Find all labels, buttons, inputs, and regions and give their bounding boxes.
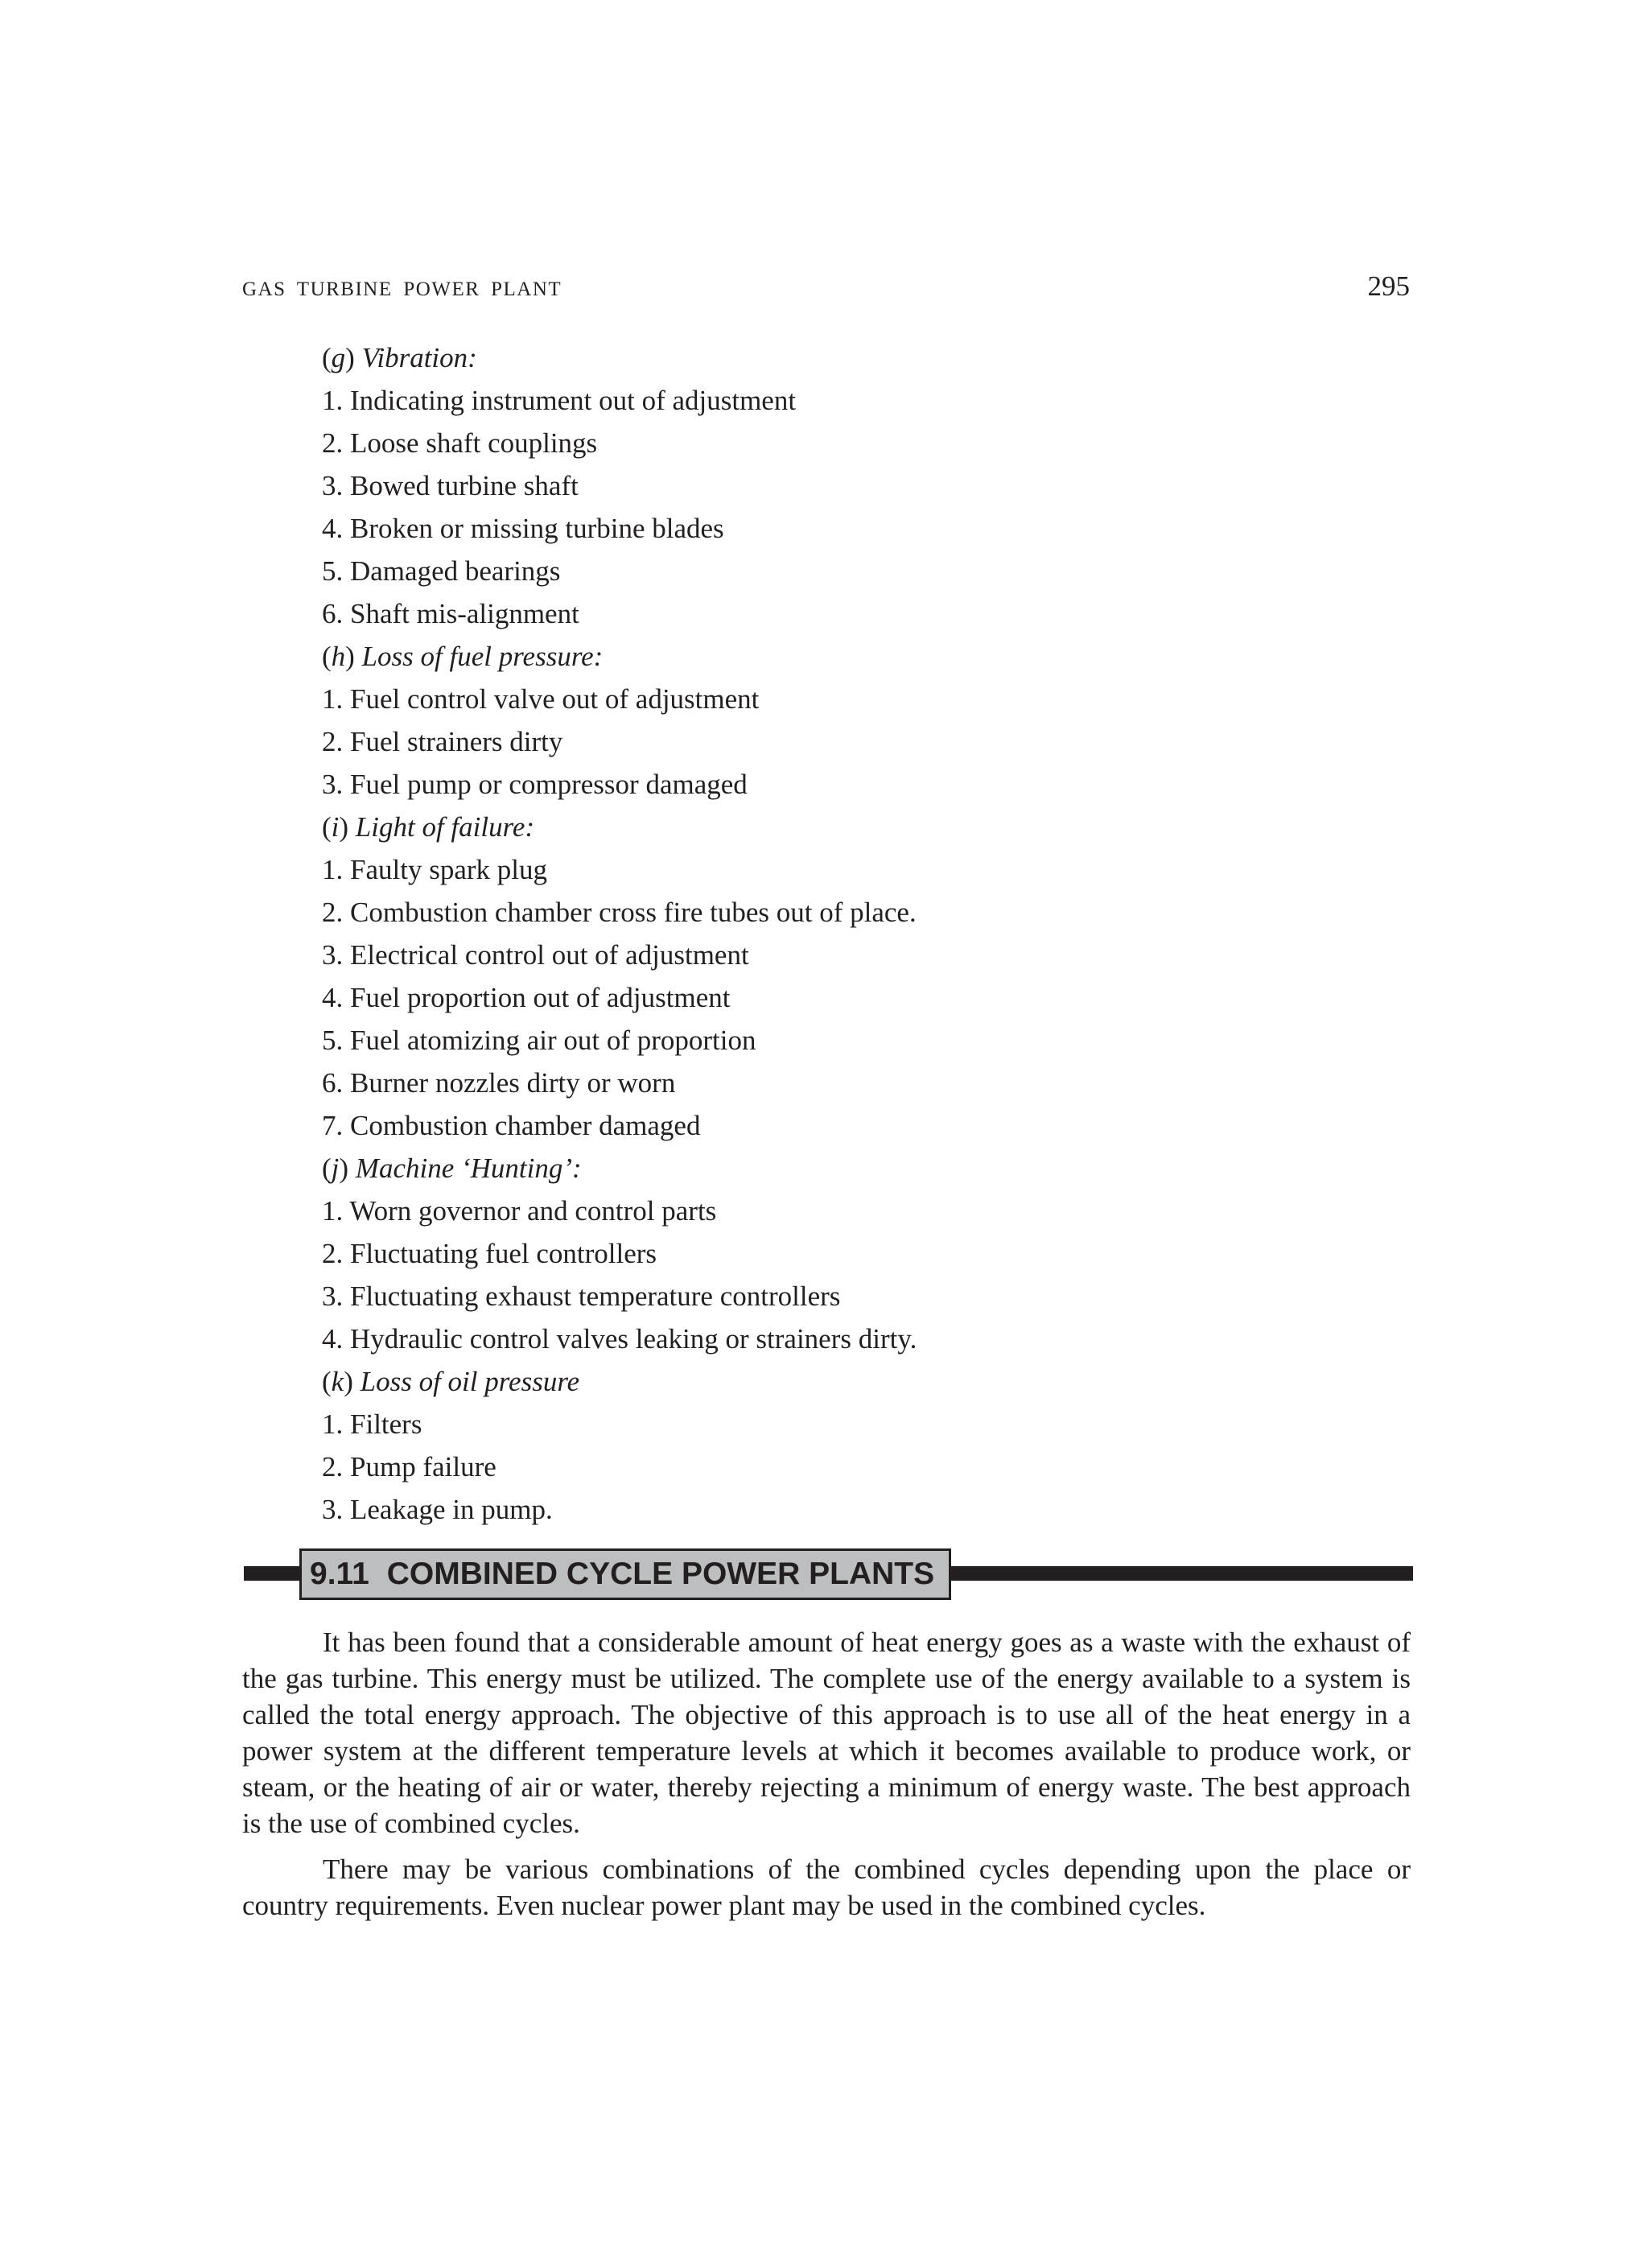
section-number: 9.11 [310, 1557, 369, 1591]
section-title: COMBINED CYCLE POWER PLANTS [386, 1557, 935, 1591]
list-item: 1. Fuel control valve out of adjustment [322, 683, 760, 715]
list-item: 4. Broken or missing turbine blades [322, 513, 724, 544]
list-item: 2. Loose shaft couplings [322, 427, 598, 459]
page-number: 295 [1367, 270, 1410, 302]
list-item: 4. Hydraulic control valves leaking or strainers dirty. [322, 1323, 917, 1355]
list-item: 3. Bowed turbine shaft [322, 470, 579, 501]
running-head: GAS TURBINE POWER PLANT [242, 278, 562, 300]
list-title: Loss of oil pressure [360, 1366, 580, 1397]
list-item: 3. Leakage in pump. [322, 1494, 553, 1525]
list-item: 1. Indicating instrument out of adjustment [322, 385, 797, 416]
list-item: 2. Pump failure [322, 1451, 496, 1482]
list-item: 3. Fluctuating exhaust temperature controllers [322, 1280, 841, 1312]
list-heading: (h) Loss of fuel pressure: [322, 641, 604, 672]
list-title: Vibration: [361, 342, 477, 373]
list-heading: (i) Light of failure: [322, 811, 535, 843]
list-item: 1. Filters [322, 1408, 422, 1440]
list-item: 6. Burner nozzles dirty or worn [322, 1067, 676, 1099]
list-title: Loss of fuel pressure: [361, 641, 604, 672]
list-item: 4. Fuel proportion out of adjustment [322, 982, 731, 1013]
list-letter: h [331, 641, 346, 672]
paragraph: It has been found that a considerable amount of heat energy goes as a waste with the exhaust of the gas turbine. This energy must be utilized. The complete use of the energy available to a system is called the total energy approach. The objective of this approach is to use all of the heat energy in a power system at the different temperature levels at which it becomes available to produce work, or steam, or the heating of air or water, thereby rejecting a minimum of energy waste. The best approach is the use of combined cycles. [242, 1627, 1411, 1839]
troubleshooting-lists [322, 336, 917, 1531]
list-item: 6. Shaft mis-alignment [322, 598, 579, 629]
list-item: 5. Damaged bearings [322, 555, 561, 587]
list-item: 2. Combustion chamber cross fire tubes out of place. [322, 897, 917, 928]
list-letter: j [331, 1153, 340, 1184]
section-body [242, 1624, 1411, 1933]
section-heading [299, 1548, 951, 1600]
list-item: 7. Combustion chamber damaged [322, 1110, 701, 1141]
list-title: Light of failure: [355, 811, 535, 843]
list-item: 5. Fuel atomizing air out of proportion [322, 1025, 756, 1056]
paragraph: There may be various combinations of the combined cycles depending upon the place or country requirements. Even nuclear power plant may be used in the combined cycles. [242, 1854, 1411, 1921]
list-letter: k [331, 1366, 344, 1397]
list-heading: (k) Loss of oil pressure [322, 1366, 580, 1397]
list-item: 1. Faulty spark plug [322, 854, 547, 885]
list-letter: g [331, 342, 346, 373]
list-heading: (j) Machine ‘Hunting’: [322, 1153, 582, 1184]
list-letter: i [331, 811, 340, 843]
list-item: 3. Fuel pump or compressor damaged [322, 769, 748, 800]
list-heading: (g) Vibration: [322, 342, 477, 373]
list-item: 2. Fuel strainers dirty [322, 726, 563, 757]
list-item: 1. Worn governor and control parts [322, 1195, 717, 1227]
list-item: 2. Fluctuating fuel controllers [322, 1238, 657, 1269]
list-title: Machine ‘Hunting’: [355, 1153, 582, 1184]
list-item: 3. Electrical control out of adjustment [322, 939, 749, 971]
